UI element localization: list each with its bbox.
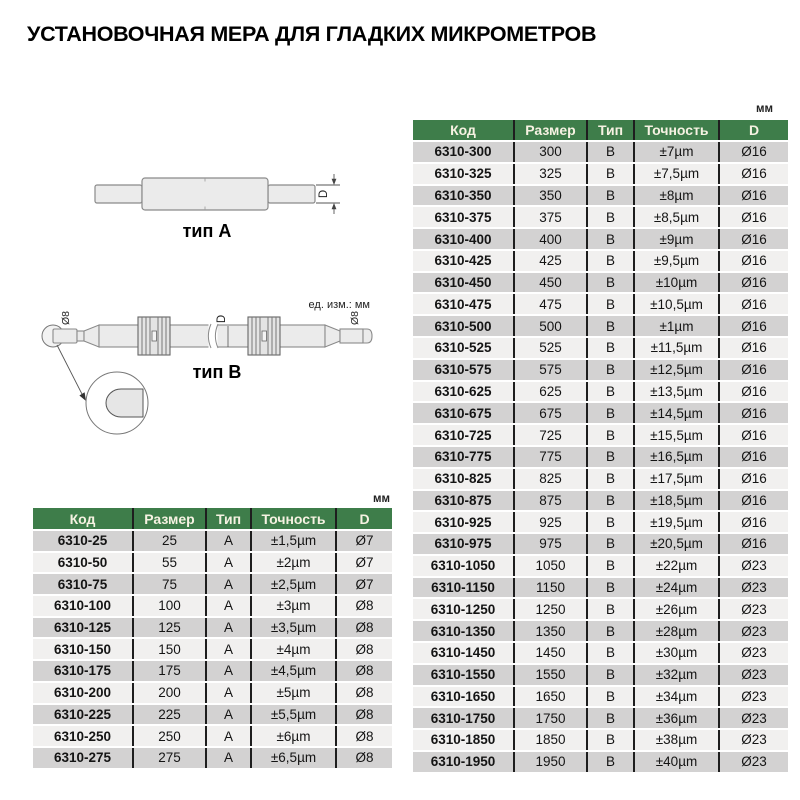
table-row <box>33 726 392 748</box>
table-cell: Ø23 <box>718 643 788 663</box>
table-cell: 6310-925 <box>434 514 492 530</box>
table-cell: ±15,5µm <box>633 425 718 445</box>
table-cell: ±28µm <box>633 621 718 641</box>
table-cell: ±4,5µm <box>250 661 335 681</box>
table-cell: Ø16 <box>718 338 788 358</box>
table-type-b <box>413 120 788 774</box>
table-cell: B <box>586 425 633 445</box>
header-cell: Точность <box>633 120 718 140</box>
table-cell: Ø8 <box>335 748 392 768</box>
table-row <box>33 596 392 618</box>
table-cell: ±40µm <box>633 752 718 772</box>
table-cell: Ø16 <box>718 316 788 336</box>
table-row <box>33 683 392 705</box>
table-cell: Ø16 <box>718 186 788 206</box>
table-cell: A <box>205 531 250 551</box>
table-cell: B <box>586 621 633 641</box>
table-cell: 175 <box>132 661 205 681</box>
table-cell: 1750 <box>513 708 586 728</box>
table-cell: A <box>205 683 250 703</box>
table-cell: 75 <box>132 574 205 594</box>
table-cell: Ø8 <box>335 596 392 616</box>
table-row <box>413 294 788 316</box>
type-b-left-pin <box>53 329 77 343</box>
table-cell: 6310-50 <box>57 555 108 571</box>
table-cell: Ø23 <box>718 687 788 707</box>
table-cell: B <box>586 512 633 532</box>
header-cell: Тип <box>205 508 250 529</box>
table-cell: ±19,5µm <box>633 512 718 532</box>
table-cell: A <box>205 618 250 638</box>
table-cell: ±13,5µm <box>633 382 718 402</box>
header-cell: D <box>718 120 788 140</box>
table-cell: 6310-775 <box>434 449 492 465</box>
table-row <box>413 338 788 360</box>
table-cell: ±10µm <box>633 273 718 293</box>
table-row <box>413 142 788 164</box>
table-cell: 500 <box>513 316 586 336</box>
table-cell: 6310-875 <box>434 492 492 508</box>
table-cell: ±38µm <box>633 730 718 750</box>
table-cell: B <box>586 578 633 598</box>
table-cell: 6310-325 <box>434 166 492 182</box>
table-cell: ±5µm <box>250 683 335 703</box>
table-cell: ±16,5µm <box>633 447 718 467</box>
table-cell: B <box>586 752 633 772</box>
table-cell: 6310-725 <box>434 427 492 443</box>
table-cell: 6310-975 <box>434 536 492 552</box>
table-cell: 6310-375 <box>434 209 492 225</box>
table-row <box>413 708 788 730</box>
detail-pin-face <box>106 389 143 417</box>
table-cell: B <box>586 273 633 293</box>
table-cell: Ø8 <box>335 618 392 638</box>
table-cell: B <box>586 294 633 314</box>
table-cell: 6310-450 <box>434 275 492 291</box>
table-cell: Ø16 <box>718 469 788 489</box>
type-a-label: тип A <box>182 221 232 241</box>
table-cell: 6310-1550 <box>430 667 496 683</box>
header-cell: D <box>335 508 392 529</box>
table-row <box>413 360 788 382</box>
table-row <box>413 207 788 229</box>
table-cell: Ø16 <box>718 273 788 293</box>
table-cell: Ø8 <box>335 661 392 681</box>
table-cell: 6310-1150 <box>431 580 495 596</box>
table-cell: 6310-500 <box>434 318 492 334</box>
table-type-a <box>33 508 392 770</box>
table-row <box>413 164 788 186</box>
table-cell: B <box>586 164 633 184</box>
table-cell: ±32µm <box>633 665 718 685</box>
table-cell: Ø23 <box>718 730 788 750</box>
table-row <box>413 599 788 621</box>
table-row <box>33 639 392 661</box>
table-cell: 250 <box>132 726 205 746</box>
table-cell: 6310-275 <box>53 750 112 766</box>
table-cell: ±7,5µm <box>633 164 718 184</box>
table-a-units-label: мм <box>372 493 390 505</box>
header-cell: Размер <box>132 508 205 529</box>
table-cell: 400 <box>513 229 586 249</box>
table-row <box>33 748 392 770</box>
table-cell: 775 <box>513 447 586 467</box>
table-row <box>413 556 788 578</box>
table-row <box>33 661 392 683</box>
table-cell: ±3,5µm <box>250 618 335 638</box>
table-cell: 725 <box>513 425 586 445</box>
table-cell: 6310-400 <box>434 231 492 247</box>
table-cell: Ø23 <box>718 752 788 772</box>
table-cell: 6310-1950 <box>430 754 496 770</box>
table-cell: Ø16 <box>718 491 788 511</box>
table-row <box>413 273 788 295</box>
table-cell: 6310-1650 <box>430 688 496 704</box>
table-cell: 275 <box>132 748 205 768</box>
table-row <box>413 578 788 600</box>
table-cell: 6310-350 <box>434 187 492 203</box>
right-diameter-label: Ø8 <box>349 310 361 326</box>
table-cell: ±11,5µm <box>633 338 718 358</box>
table-cell: 325 <box>513 164 586 184</box>
table-cell: 6310-250 <box>53 728 112 744</box>
table-cell: 825 <box>513 469 586 489</box>
table-cell: Ø16 <box>718 142 788 162</box>
table-cell: 975 <box>513 534 586 554</box>
table-cell: Ø8 <box>335 726 392 746</box>
table-cell: ±1µm <box>633 316 718 336</box>
type-a-dimension-label: D <box>318 189 330 199</box>
table-cell: 6310-150 <box>53 641 112 657</box>
table-cell: ±3µm <box>250 596 335 616</box>
table-cell: A <box>205 574 250 594</box>
table-row <box>413 534 788 556</box>
table-row <box>413 730 788 752</box>
table-cell: 525 <box>513 338 586 358</box>
table-cell: ±8µm <box>633 186 718 206</box>
table-row <box>413 382 788 404</box>
units-note: ед. изм.: мм <box>308 299 370 311</box>
table-cell: ±24µm <box>633 578 718 598</box>
table-cell: 6310-575 <box>434 362 492 378</box>
table-row <box>413 229 788 251</box>
table-cell: 675 <box>513 403 586 423</box>
table-cell: ±9µm <box>633 229 718 249</box>
table-cell: ±5,5µm <box>250 705 335 725</box>
table-cell: ±34µm <box>633 687 718 707</box>
table-cell: 6310-1750 <box>430 710 496 726</box>
table-cell: 350 <box>513 186 586 206</box>
table-cell: Ø23 <box>718 599 788 619</box>
table-row <box>33 574 392 596</box>
table-cell: Ø7 <box>335 574 392 594</box>
table-cell: 1050 <box>513 556 586 576</box>
table-cell: Ø23 <box>718 578 788 598</box>
table-cell: 225 <box>132 705 205 725</box>
table-cell: Ø16 <box>718 164 788 184</box>
table-cell: B <box>586 730 633 750</box>
table-cell: 6310-25 <box>57 533 108 549</box>
table-row <box>413 643 788 665</box>
table-row <box>33 705 392 727</box>
table-cell: A <box>205 553 250 573</box>
table-cell: ±10,5µm <box>633 294 718 314</box>
table-cell: B <box>586 229 633 249</box>
table-cell: 6310-425 <box>434 253 492 269</box>
table-cell: 6310-825 <box>434 471 492 487</box>
table-cell: Ø16 <box>718 403 788 423</box>
table-cell: B <box>586 469 633 489</box>
table-cell: 6310-625 <box>434 383 492 399</box>
table-cell: 6310-100 <box>53 598 112 614</box>
table-cell: Ø16 <box>718 251 788 271</box>
table-row <box>413 621 788 643</box>
table-header-row <box>33 508 392 531</box>
table-cell: 425 <box>513 251 586 271</box>
table-cell: Ø16 <box>718 229 788 249</box>
table-cell: A <box>205 705 250 725</box>
table-row <box>33 553 392 575</box>
table-row <box>413 447 788 469</box>
table-cell: 6310-475 <box>434 296 492 312</box>
table-cell: Ø7 <box>335 553 392 573</box>
left-diameter-label: Ø8 <box>60 310 72 326</box>
table-row <box>413 491 788 513</box>
table-cell: Ø16 <box>718 447 788 467</box>
table-cell: 1950 <box>513 752 586 772</box>
table-cell: A <box>205 661 250 681</box>
table-cell: 25 <box>132 531 205 551</box>
table-cell: 575 <box>513 360 586 380</box>
table-cell: B <box>586 447 633 467</box>
table-cell: ±17,5µm <box>633 469 718 489</box>
table-cell: Ø16 <box>718 294 788 314</box>
table-cell: A <box>205 596 250 616</box>
table-cell: 375 <box>513 207 586 227</box>
type-b-label: тип B <box>192 362 242 382</box>
table-cell: ±2µm <box>250 553 335 573</box>
table-cell: Ø8 <box>335 683 392 703</box>
table-cell: ±22µm <box>633 556 718 576</box>
table-cell: B <box>586 251 633 271</box>
table-cell: 1150 <box>513 578 586 598</box>
table-cell: ±7µm <box>633 142 718 162</box>
table-cell: 6310-75 <box>57 576 108 592</box>
table-cell: ±9,5µm <box>633 251 718 271</box>
table-cell: 1650 <box>513 687 586 707</box>
table-cell: ±8,5µm <box>633 207 718 227</box>
table-cell: Ø16 <box>718 534 788 554</box>
table-cell: B <box>586 534 633 554</box>
table-row <box>413 403 788 425</box>
table-cell: 6310-300 <box>434 144 492 160</box>
table-cell: ±18,5µm <box>633 491 718 511</box>
table-row <box>413 186 788 208</box>
table-cell: A <box>205 726 250 746</box>
table-cell: B <box>586 142 633 162</box>
table-b-units-label: мм <box>755 103 773 115</box>
table-cell: 55 <box>132 553 205 573</box>
header-cell: Точность <box>250 508 335 529</box>
table-cell: B <box>586 186 633 206</box>
header-cell: Код <box>413 120 513 140</box>
table-cell: B <box>586 403 633 423</box>
table-cell: Ø23 <box>718 556 788 576</box>
table-cell: A <box>205 748 250 768</box>
table-row <box>33 531 392 553</box>
table-cell: 475 <box>513 294 586 314</box>
table-cell: 125 <box>132 618 205 638</box>
table-cell: B <box>586 316 633 336</box>
table-cell: Ø16 <box>718 512 788 532</box>
header-cell: Размер <box>513 120 586 140</box>
table-cell: B <box>586 643 633 663</box>
table-row <box>413 687 788 709</box>
table-cell: 1250 <box>513 599 586 619</box>
table-cell: 6310-175 <box>53 663 112 679</box>
table-cell: ±2,5µm <box>250 574 335 594</box>
table-cell: 875 <box>513 491 586 511</box>
table-cell: Ø23 <box>718 621 788 641</box>
table-cell: B <box>586 708 633 728</box>
leader-arrowhead <box>79 392 86 401</box>
table-cell: 6310-525 <box>434 340 492 356</box>
table-cell: 6310-1050 <box>430 558 496 574</box>
table-cell: B <box>586 207 633 227</box>
table-row <box>413 469 788 491</box>
table-row <box>413 512 788 534</box>
type-b-right-pin <box>340 329 363 343</box>
table-cell: B <box>586 687 633 707</box>
table-cell: 300 <box>513 142 586 162</box>
table-cell: 6310-1250 <box>430 601 496 617</box>
table-cell: ±6,5µm <box>250 748 335 768</box>
table-cell: Ø23 <box>718 665 788 685</box>
table-cell: ±1,5µm <box>250 531 335 551</box>
table-cell: 925 <box>513 512 586 532</box>
header-cell: Код <box>33 508 132 529</box>
table-cell: ±20,5µm <box>633 534 718 554</box>
type-b-right-tip <box>363 329 372 343</box>
table-cell: 6310-675 <box>434 405 492 421</box>
table-cell: Ø8 <box>335 639 392 659</box>
table-cell: 100 <box>132 596 205 616</box>
table-row <box>33 618 392 640</box>
table-cell: Ø16 <box>718 382 788 402</box>
table-cell: B <box>586 360 633 380</box>
table-cell: B <box>586 338 633 358</box>
table-row <box>413 752 788 774</box>
table-row <box>413 425 788 447</box>
table-row <box>413 316 788 338</box>
table-cell: B <box>586 556 633 576</box>
table-cell: ±12,5µm <box>633 360 718 380</box>
table-cell: 6310-1450 <box>430 645 496 661</box>
table-cell: Ø16 <box>718 425 788 445</box>
table-cell: Ø16 <box>718 207 788 227</box>
table-row <box>413 251 788 273</box>
table-cell: Ø16 <box>718 360 788 380</box>
table-cell: Ø7 <box>335 531 392 551</box>
type-a-left-pin <box>95 185 142 203</box>
table-cell: 1850 <box>513 730 586 750</box>
table-cell: B <box>586 599 633 619</box>
table-cell: Ø23 <box>718 708 788 728</box>
table-cell: 1450 <box>513 643 586 663</box>
table-cell: ±36µm <box>633 708 718 728</box>
table-cell: 200 <box>132 683 205 703</box>
table-cell: 150 <box>132 639 205 659</box>
table-cell: 6310-125 <box>53 620 112 636</box>
table-cell: ±14,5µm <box>633 403 718 423</box>
table-cell: ±26µm <box>633 599 718 619</box>
table-header-row <box>413 120 788 142</box>
table-cell: A <box>205 639 250 659</box>
table-cell: 1550 <box>513 665 586 685</box>
type-b-dimension-label: D <box>216 314 228 324</box>
type-a-body <box>142 178 268 210</box>
table-cell: 450 <box>513 273 586 293</box>
table-row <box>413 665 788 687</box>
type-a-drawing <box>60 155 390 230</box>
table-cell: 625 <box>513 382 586 402</box>
table-cell: 6310-225 <box>53 706 112 722</box>
table-cell: ±6µm <box>250 726 335 746</box>
table-cell: 6310-1350 <box>430 623 496 639</box>
table-cell: B <box>586 665 633 685</box>
table-cell: 1350 <box>513 621 586 641</box>
table-cell: B <box>586 382 633 402</box>
page-title: УСТАНОВОЧНАЯ МЕРА ДЛЯ ГЛАДКИХ МИКРОМЕТРОВ <box>27 22 597 46</box>
header-cell: Тип <box>586 120 633 140</box>
table-cell: Ø8 <box>335 705 392 725</box>
table-cell: 6310-200 <box>53 685 112 701</box>
type-a-right-pin <box>268 185 315 203</box>
table-cell: ±30µm <box>633 643 718 663</box>
knurl-right <box>248 317 280 355</box>
table-cell: B <box>586 491 633 511</box>
table-cell: ±4µm <box>250 639 335 659</box>
knurl-left <box>138 317 170 355</box>
table-cell: 6310-1850 <box>430 732 496 748</box>
